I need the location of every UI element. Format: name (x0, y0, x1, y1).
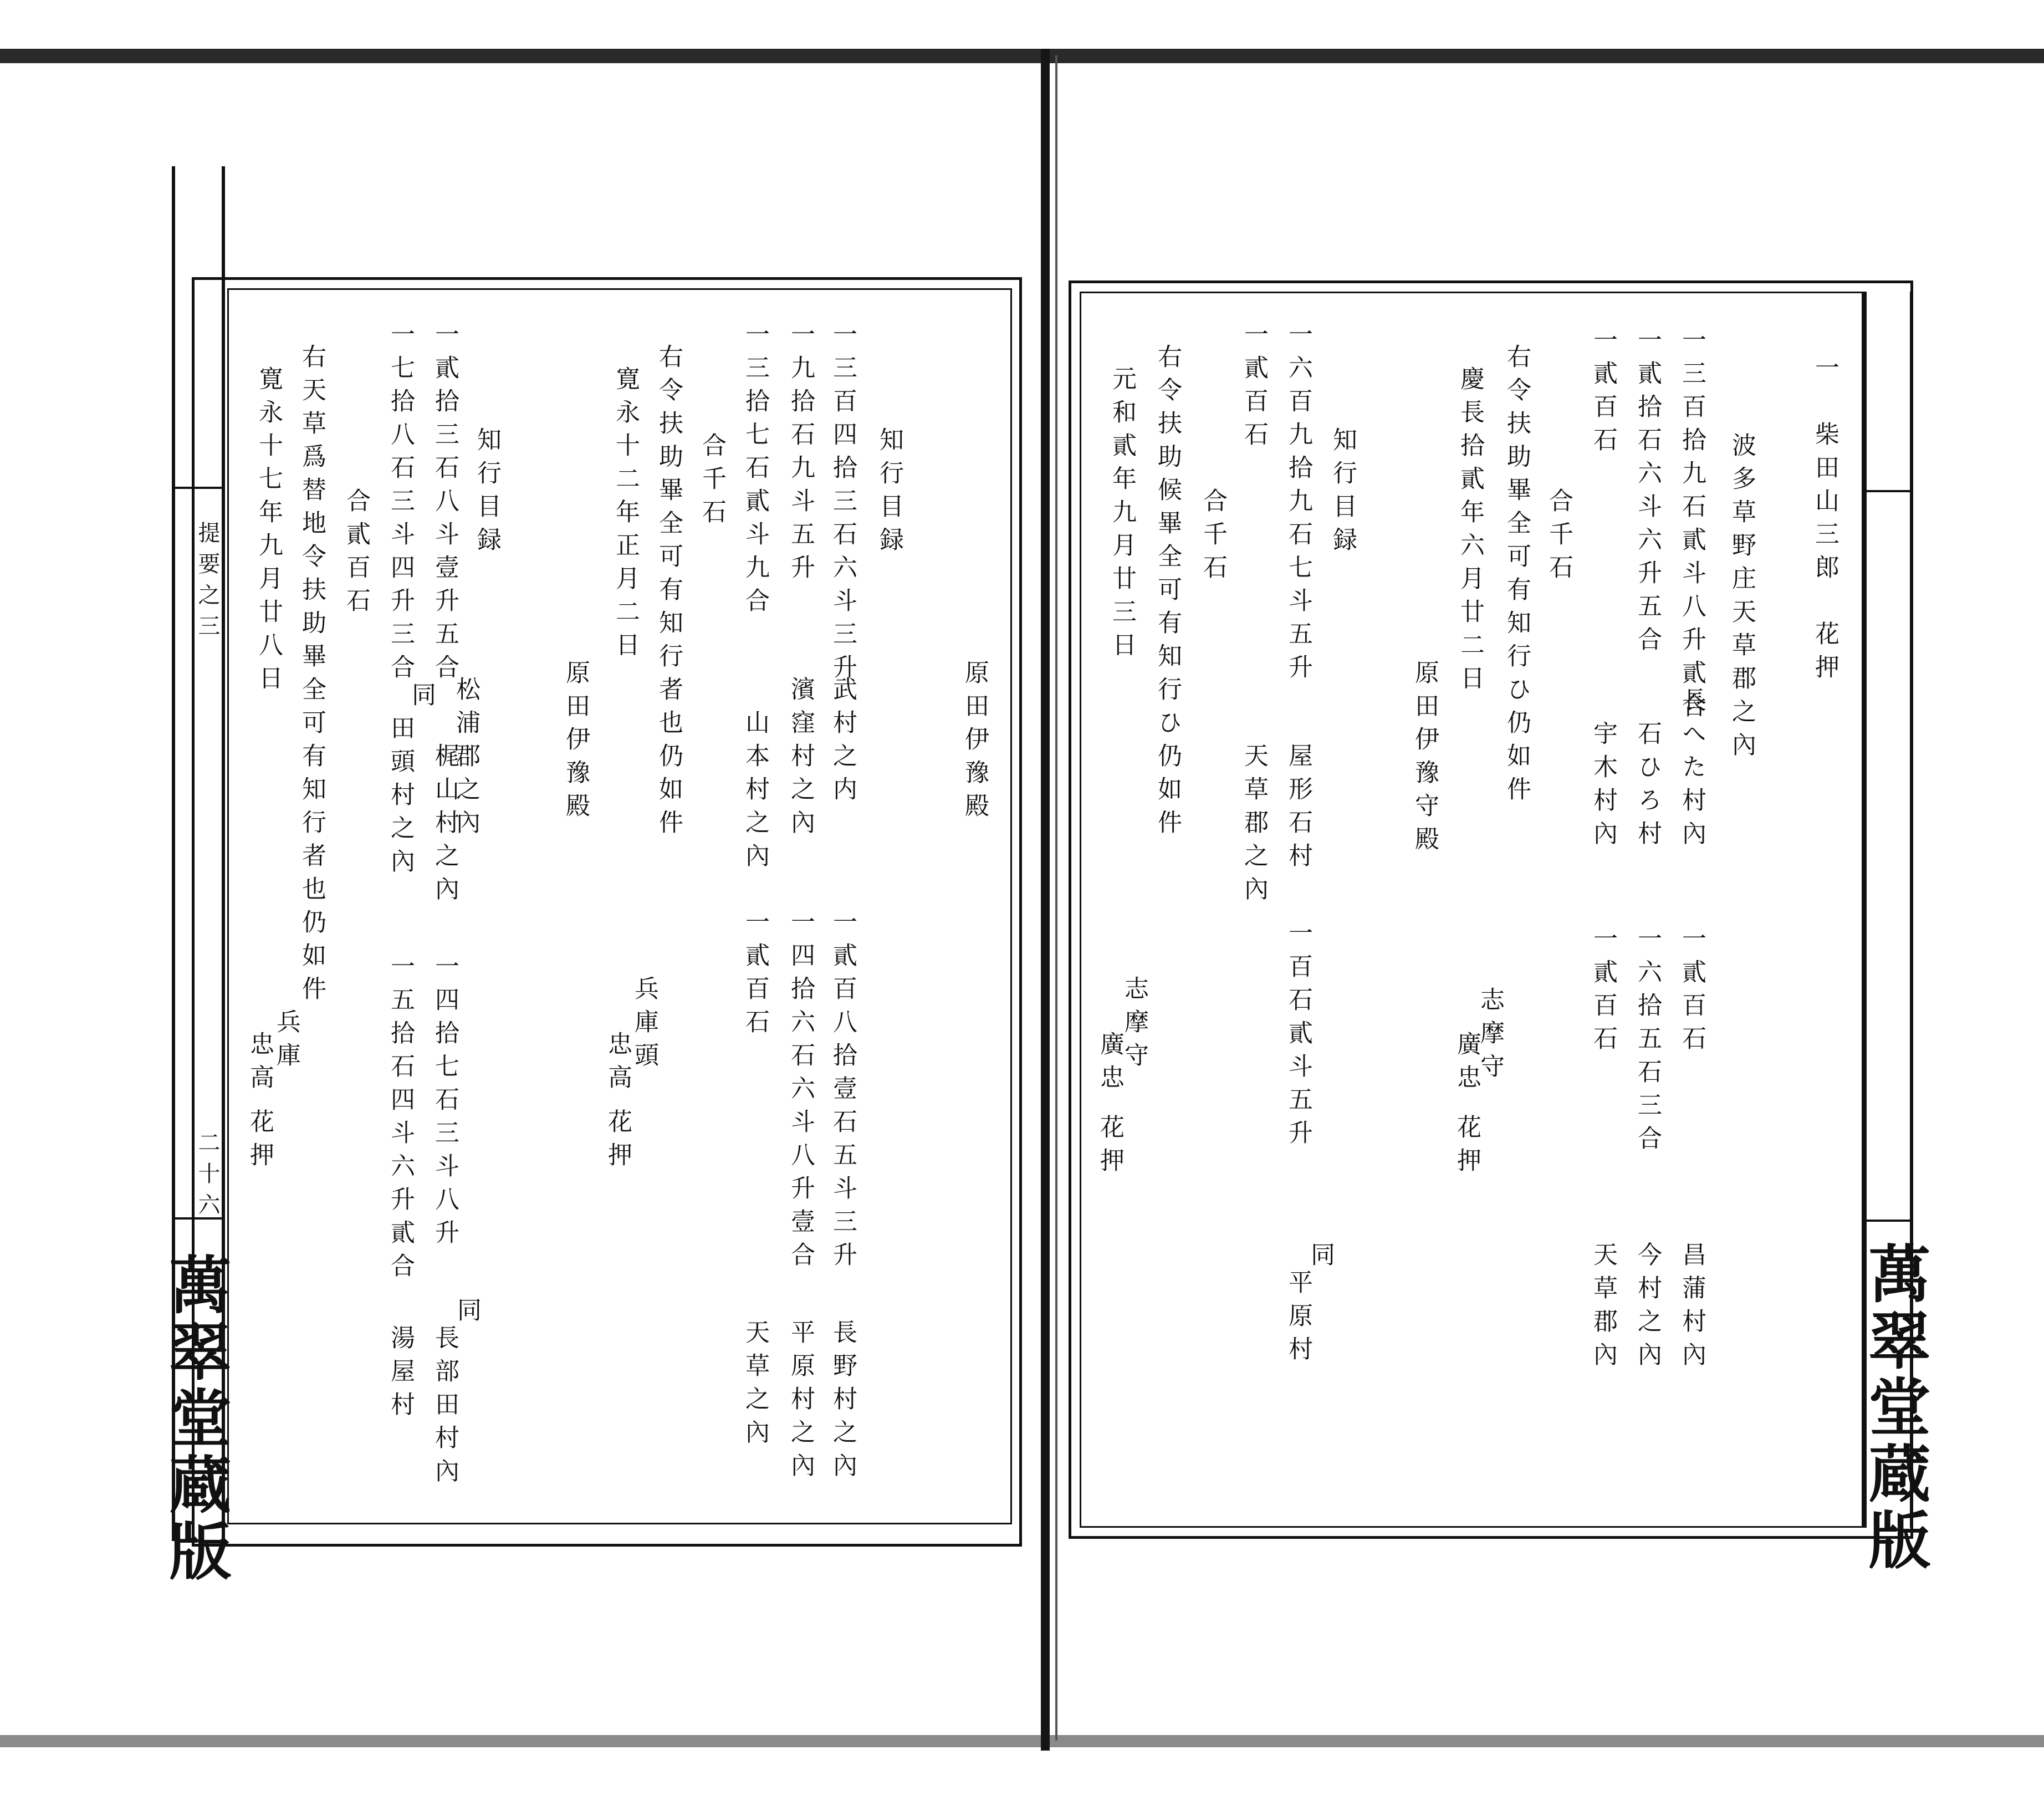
right-signer-2-title: 志摩守 (1120, 976, 1148, 1075)
left-date-1: 寛永十二年正月二日 (611, 366, 640, 665)
spine-rule (1055, 55, 1057, 1741)
left-signer-1-mark: 花押 (604, 1109, 632, 1175)
list-item: 一貳百石 (1589, 926, 1617, 1059)
list-item: 一貳百石 (1678, 926, 1706, 1059)
right-region: 波多草野庄天草郡之內 (1728, 432, 1756, 765)
list-item-village: 山本村之內 (741, 710, 769, 876)
list-item: 一貳拾石六斗六升五合 (1633, 327, 1662, 660)
left-margin-title: 提要之三 (195, 521, 220, 645)
list-item-village: 長へた村內 (1678, 687, 1706, 854)
list-item: 一七拾八石三斗四升三合 (386, 322, 415, 687)
left-total-1: 合千石 (698, 432, 726, 532)
list-item: 一百石貳斗五升 (1284, 920, 1312, 1153)
right-strip-separator-bottom (1863, 1220, 1913, 1222)
list-item: 一三百四拾三石六斗三升 (829, 322, 857, 687)
right-signer-2-mark: 花押 (1096, 1114, 1124, 1181)
left-publisher-logo: 萬翠堂蔵版 (159, 1253, 232, 1585)
list-item-village: 長野村之內 (829, 1319, 857, 1486)
left-signer-1-name: 忠高 (604, 1031, 632, 1098)
list-item-village: 屋形石村 (1284, 743, 1312, 876)
list-item: 一四拾六石六斗八升壹合 (786, 909, 815, 1275)
list-item: 一三百拾九石貳斗八升貳合 (1678, 327, 1706, 726)
right-dou: 同 (1306, 1242, 1335, 1275)
right-signer-2-name: 廣忠 (1096, 1031, 1124, 1098)
left-clause-1: 右令扶助畢全可有知行者也仍如件 (655, 344, 683, 843)
right-publisher-logo: 萬翠堂蔵版 (1858, 1242, 1931, 1574)
left-signer-2-title: 兵庫 (272, 1009, 300, 1075)
left-list-header-2: 知行目録 (473, 427, 501, 560)
list-item-village: 今村之內 (1633, 1242, 1662, 1375)
list-item: 一貳百石 (1240, 322, 1268, 455)
list-item-village: 田頭村之內 (386, 715, 415, 881)
right-total-2: 合千石 (1199, 488, 1227, 588)
list-item: 一五拾石四斗六升貳合 (386, 953, 415, 1286)
list-item-village: 梶山村之內 (431, 743, 459, 909)
list-item: 一貳拾三石八斗壹升五合 (431, 322, 459, 687)
right-total-1: 合千石 (1545, 488, 1573, 588)
right-list-header: 知行目録 (1328, 427, 1357, 560)
left-addressee-1: 原田伊豫殿 (960, 660, 989, 826)
right-signer-1-title: 志摩守 (1476, 987, 1504, 1086)
right-clause-2: 右令扶助候畢全可有知行ひ仍如件 (1153, 344, 1182, 843)
list-item-village: 昌蒲村內 (1678, 1242, 1706, 1375)
left-clause-2: 右天草爲替地令扶助畢全可有知行者也仍如件 (298, 344, 326, 1009)
list-item: 一六拾五石三合 (1633, 926, 1662, 1159)
left-dou-2: 同 (453, 1297, 481, 1330)
right-signer-1-name: 廣忠 (1453, 1031, 1481, 1098)
right-signer-1-mark: 花押 (1453, 1114, 1481, 1181)
left-total-2: 合貳百石 (342, 488, 370, 621)
left-signer-2-name: 忠高 (246, 1031, 274, 1098)
right-date-1: 慶長拾貳年六月廿二日 (1456, 366, 1484, 698)
list-item-village: 石ひろ村 (1633, 721, 1662, 854)
list-item: 一四拾七石三斗八升 (431, 953, 459, 1253)
right-heading: 一 柴田山三郎 花押 (1811, 355, 1839, 687)
left-list-header-1: 知行目録 (875, 427, 903, 560)
left-dou-1: 同 (407, 682, 436, 715)
right-date-2: 元和貳年九月廿三日 (1108, 366, 1136, 665)
list-item: 一貳百石 (741, 909, 769, 1042)
left-signer-1-title: 兵庫頭 (630, 976, 658, 1075)
left-addressee-2: 原田伊豫殿 (561, 660, 590, 826)
list-item-village: 武村之内 (829, 676, 857, 809)
list-item-village: 宇木村內 (1589, 721, 1617, 854)
list-item: 一三拾七石貳斗九合 (741, 322, 769, 621)
list-item-village: 平原村 (1284, 1269, 1312, 1369)
list-item: 一六百九拾九石七斗五升 (1284, 322, 1312, 687)
right-clause-1: 右令扶助畢全可有知行ひ仍如件 (1503, 344, 1531, 809)
book-spine (1041, 49, 1050, 1751)
list-item-village: 濱窪村之內 (786, 676, 815, 843)
list-item-village: 平原村之內 (786, 1319, 815, 1486)
list-item: 一貳百石 (1589, 327, 1617, 460)
list-item-village: 天草郡內 (1589, 1242, 1617, 1375)
book-bottom-edge (0, 1735, 2044, 1747)
list-item-village: 天草郡之內 (1240, 743, 1268, 909)
book-top-edge (0, 49, 2044, 63)
list-item-village: 湯屋村 (386, 1325, 415, 1425)
list-item: 一九拾石九斗五升 (786, 322, 815, 588)
right-strip-separator-top (1863, 490, 1913, 492)
list-item: 一貳百八拾壹石五斗三升 (829, 909, 857, 1275)
left-page-number: 二十六 (195, 1131, 220, 1224)
list-item-village: 長部田村內 (431, 1325, 459, 1491)
left-district: 松浦郡之內 (452, 676, 480, 843)
list-item-village: 天草之內 (741, 1319, 769, 1452)
left-date-2: 寛永十七年九月廿八日 (254, 366, 283, 698)
right-addressee: 原田伊豫守殿 (1411, 660, 1439, 859)
left-signer-2-mark: 花押 (246, 1109, 274, 1175)
